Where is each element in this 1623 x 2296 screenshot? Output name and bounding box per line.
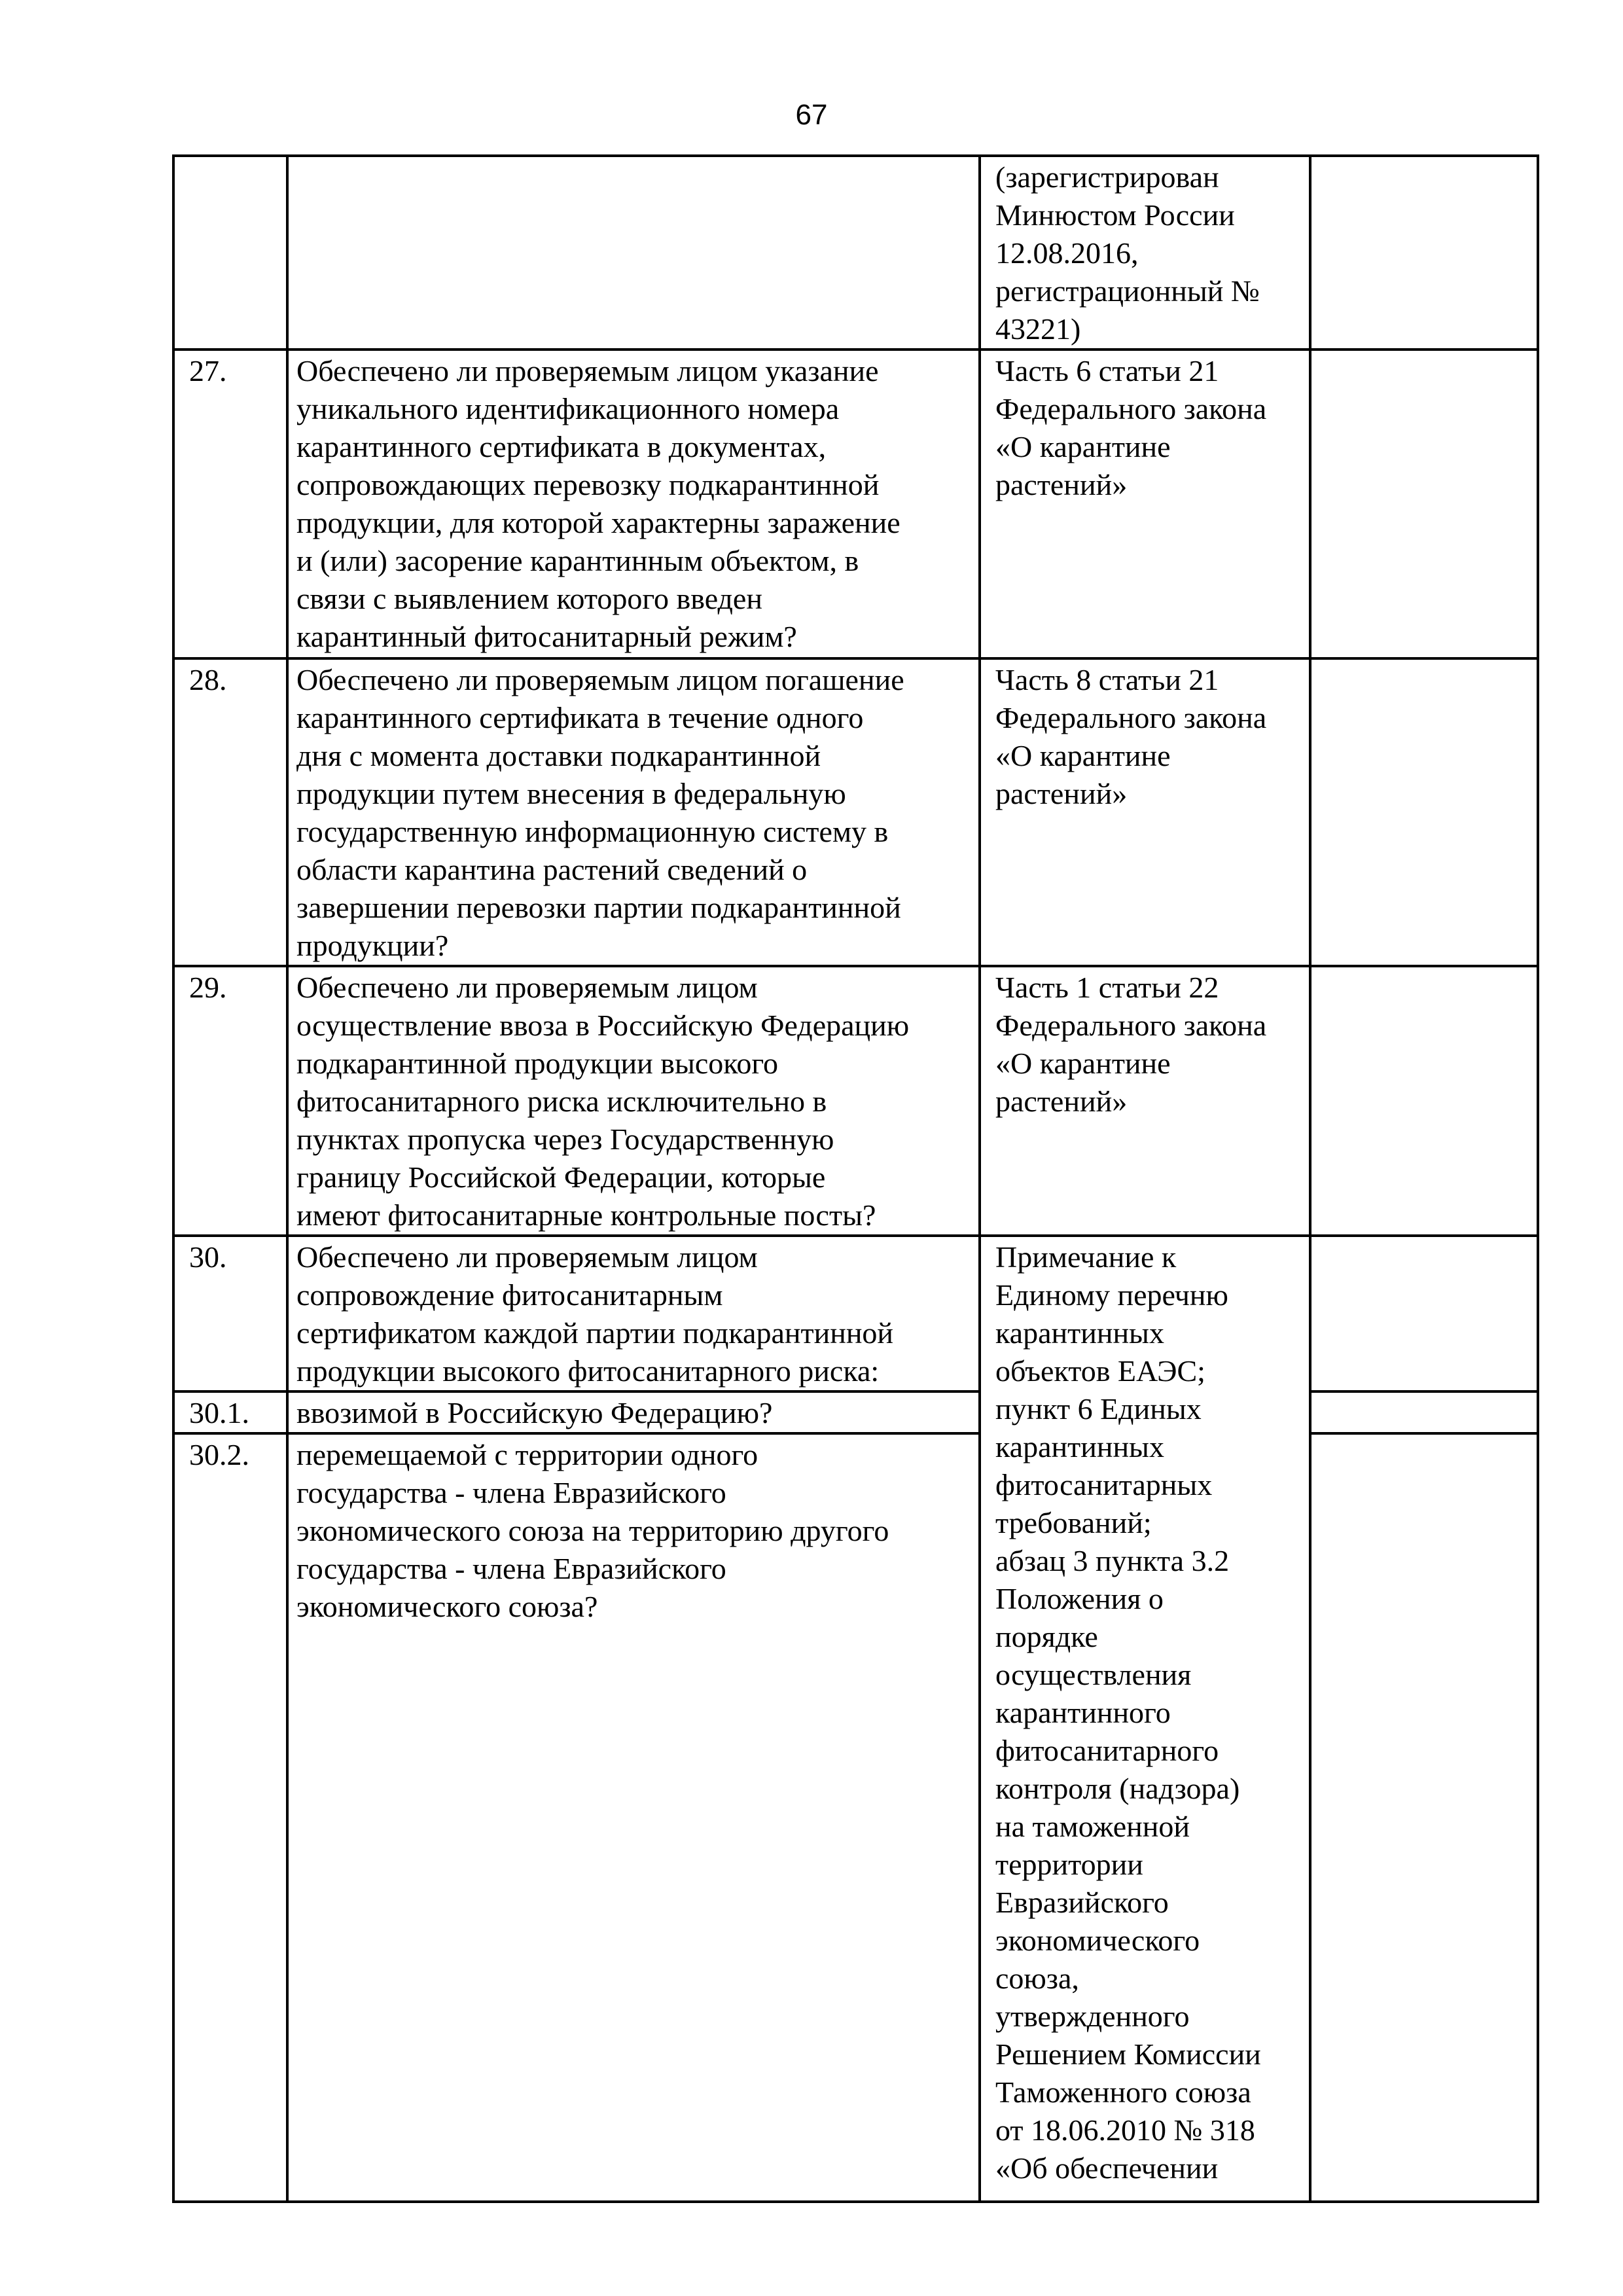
question-cell — [287, 966, 980, 1236]
reference-text: Часть 1 статьи 22 Федерального закона «О карантине растений» — [995, 971, 1267, 1118]
question-text: ввозимой в Российскую Федерацию? — [296, 1396, 773, 1429]
question-cell — [287, 1391, 980, 1433]
question-text: Обеспечено ли проверяемым лицом погашение карантинного сертификата в течение одного дня с момента доставки подкарантинной продукции путем внесения в федеральную государственную информационную систему в области карантина растений сведений о завершении перевозки партии подкарантинной продукции? — [296, 663, 904, 962]
answer-cell — [1310, 658, 1538, 966]
row-number-cell — [173, 350, 287, 658]
question-cell — [287, 1433, 980, 2202]
question-cell — [287, 156, 980, 350]
row-number: 30.1. — [189, 1396, 249, 1429]
question-cell — [287, 350, 980, 658]
question-text: Обеспечено ли проверяемым лицом сопровождение фитосанитарным сертификатом каждой партии подкарантинной продукции высокого фитосанитарного риска: — [296, 1240, 894, 1388]
reference-cell — [980, 1236, 1310, 2202]
table-row — [173, 156, 1538, 350]
reference-cell — [980, 966, 1310, 1236]
question-text: перемещаемой с территории одного государства - члена Евразийского экономического союза на территорию другого государства - члена Евразийского экономического союза? — [296, 1438, 889, 1623]
table-row — [173, 1236, 1538, 1391]
reference-text: (зарегистрирован Минюстом России 12.08.2016, регистрационный № 43221) — [995, 160, 1260, 346]
row-number-cell — [173, 658, 287, 966]
table-row — [173, 966, 1538, 1236]
row-number: 27. — [189, 354, 227, 387]
reference-text: Примечание к Единому перечню карантинных объектов ЕАЭС; пункт 6 Единых карантинных фитосанитарных требований; абзац 3 пункта 3.2 Положения о порядке осуществления карантинного фитосанитарного контроля (надзора) на таможенной территории Евразийского экономического союза, утвержденного Решением Комиссии Таможенного союза от 18.06.2010 № 318 «Об обеспечении — [995, 1240, 1261, 2185]
answer-cell — [1310, 156, 1538, 350]
row-number-cell — [173, 1391, 287, 1433]
question-cell — [287, 658, 980, 966]
table-row — [173, 1433, 1538, 2202]
table-row — [173, 658, 1538, 966]
table-row — [173, 350, 1538, 658]
answer-cell — [1310, 1236, 1538, 1391]
reference-cell — [980, 156, 1310, 350]
row-number-cell — [173, 156, 287, 350]
row-number: 30.2. — [189, 1438, 249, 1471]
question-cell — [287, 1236, 980, 1391]
row-number: 30. — [189, 1240, 227, 1274]
page-number: 67 — [795, 99, 828, 131]
reference-cell — [980, 350, 1310, 658]
checklist-table — [172, 154, 1539, 2203]
answer-cell — [1310, 350, 1538, 658]
table-row — [173, 1391, 1538, 1433]
reference-text: Часть 6 статьи 21 Федерального закона «О карантине растений» — [995, 354, 1267, 501]
question-text: Обеспечено ли проверяемым лицом осуществление ввоза в Российскую Федерацию подкарантинной продукции высокого фитосанитарного риска исключительно в пунктах пропуска через Государственную границу Российской Федерации, которые имеют фитосанитарные контрольные посты? — [296, 971, 910, 1232]
row-number-cell — [173, 1433, 287, 2202]
reference-text: Часть 8 статьи 21 Федерального закона «О карантине растений» — [995, 663, 1267, 810]
row-number: 28. — [189, 663, 227, 696]
row-number-cell — [173, 966, 287, 1236]
reference-cell — [980, 658, 1310, 966]
answer-cell — [1310, 1433, 1538, 2202]
answer-cell — [1310, 1391, 1538, 1433]
row-number-cell — [173, 1236, 287, 1391]
row-number: 29. — [189, 971, 227, 1004]
question-text: Обеспечено ли проверяемым лицом указание уникального идентификационного номера карантинного сертификата в документах, сопровождающих перевозку подкарантинной продукции, для которой характерны заражение и (или) засорение карантинным объектом, в связи с выявлением которого введен карантинный фитосанитарный режим? — [296, 354, 901, 653]
answer-cell — [1310, 966, 1538, 1236]
